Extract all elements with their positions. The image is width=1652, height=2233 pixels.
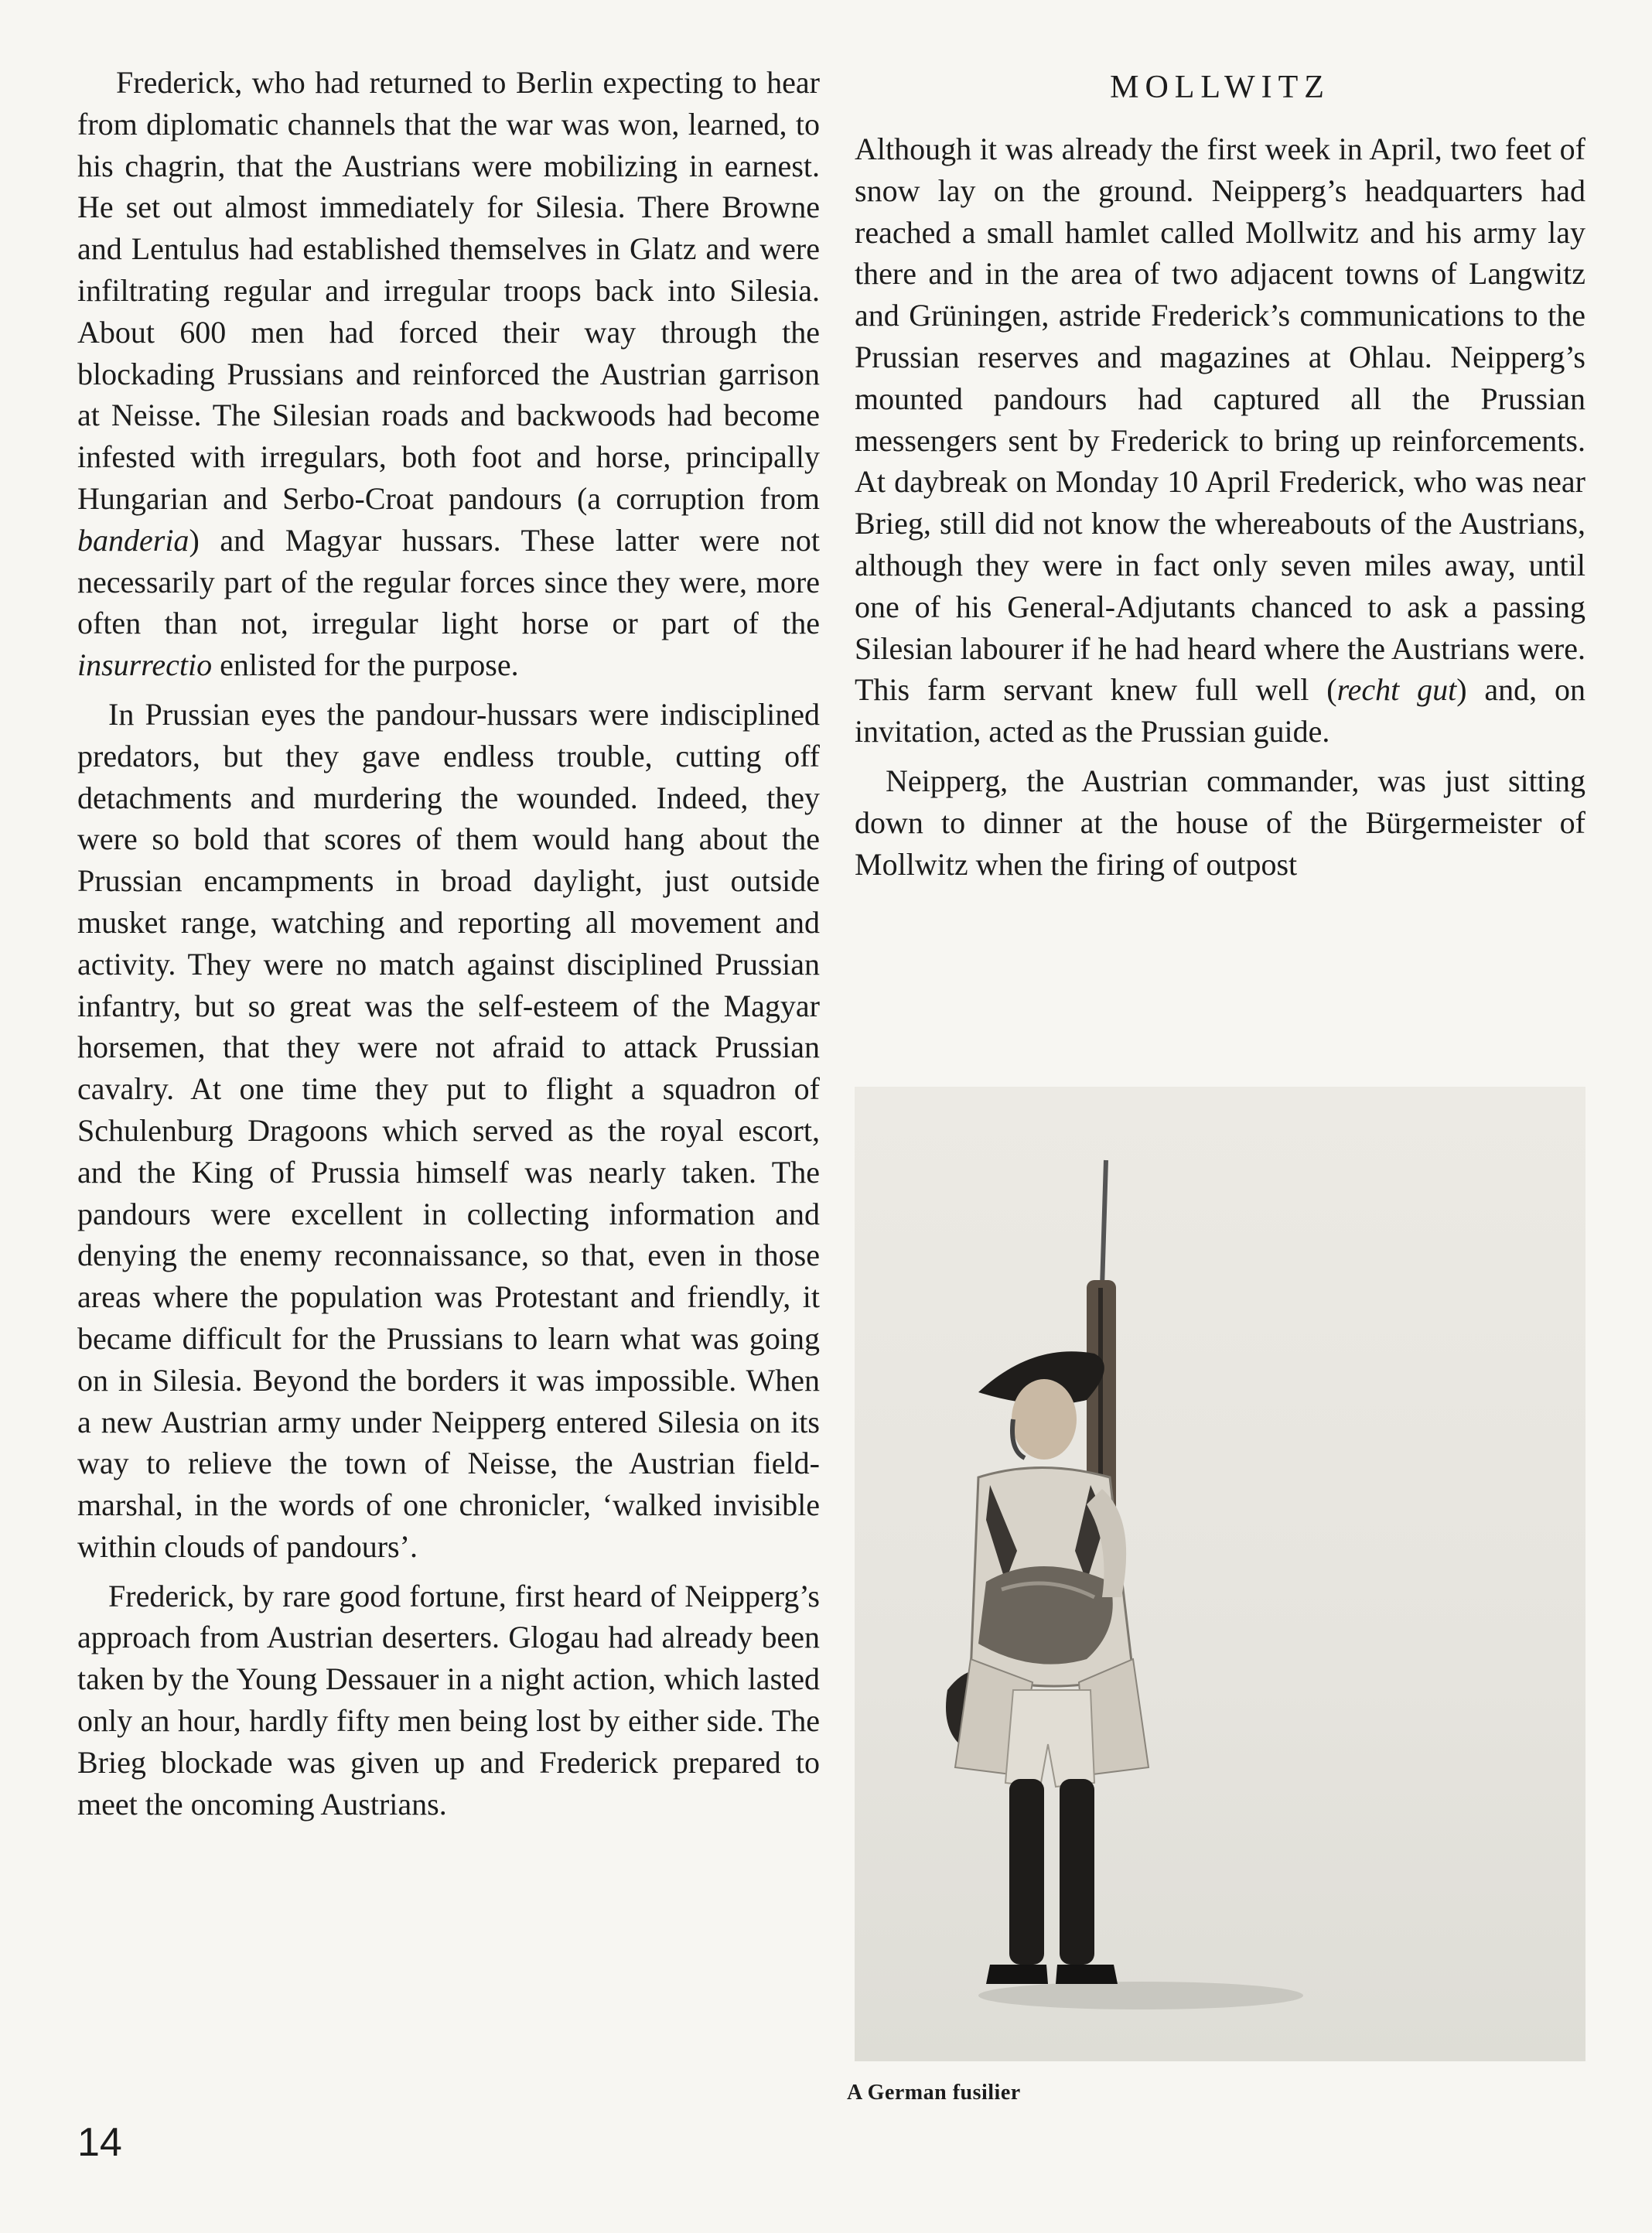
paragraph-text: In Prussian eyes the pandour-hussars were indisciplined predators, but they gave endless trouble, cutting off detachments and murdering the wounded. Indeed, they were so bold that scores of them would hang about the Prussian encampments in broad daylight, just outside musket range, watching and reporting all movement and activity. They were no match against disciplined Prussian infantry, but so great was the self-esteem of the Magyar horsemen, that they were not afraid to attack Prussian cavalry. At one time they put to flight a squadron of Schulenburg Dragoons which served as the royal escort, and the King of Prussia himself was nearly taken. The pandours were excellent in collecting information and denying the enemy reconnaissance, so that, even in those areas where the population was Protestant and friendly, it became difficult for the Prussians to learn what was going on in Silesia. Beyond the borders it was impossible. When a new Austrian army under Neipperg entered Silesia on its way to relieve the town of Neisse, the Austrian field-marshal, in the words of one chronicler, ‘walked invisible within clouds of pandours’.	[77, 696, 820, 1564]
page-number: 14	[77, 2120, 122, 2165]
figure-caption: A German fusilier	[847, 2081, 1021, 2105]
paragraph-text: Frederick, by rare good fortune, first heard of Neipperg’s approach from Austrian deserters. Glogau had already been taken by the Young Dessauer in a night action, which lasted only an hour, hardly fifty men being lost by either side. The Brieg blockade was given up and Frederick prepared to meet the oncoming Austrians.	[77, 1578, 820, 1822]
running-head: MOLLWITZ	[1110, 70, 1330, 105]
left-column-text	[77, 62, 820, 1825]
paragraph-text: Neipperg, the Austrian commander, was just sitting down to dinner at the house of the Bürgermeister of Mollwitz when the firing of outpost	[855, 763, 1585, 882]
paragraph	[77, 694, 820, 1568]
italic-term: banderia	[77, 522, 189, 558]
paragraph	[77, 1576, 820, 1825]
right-column-text	[855, 128, 1585, 885]
right-column	[855, 62, 1585, 885]
paragraph	[77, 62, 820, 686]
fusilier-illustration	[855, 1087, 1585, 2061]
paragraph-text: Frederick, who had returned to Berlin expecting to hear from diplomatic channels that the war was won, learned, to his chagrin, that the Austrians were mobilizing in earnest. He set out almost immediately for Silesia. There Browne and Lentulus had established themselves in Glatz and were infiltrating regular and irregular troops back into Silesia. About 600 men had forced their way through the blockading Prussians and reinforced the Austrian garrison at Neisse. The Silesian roads and backwoods had become infested with irregulars, both foot and horse, principally Hungarian and Serbo-Croat pandours (a corruption from	[77, 65, 820, 516]
italic-term: insurrectio	[77, 647, 213, 683]
italic-term: recht gut	[1336, 672, 1457, 708]
left-column	[77, 62, 820, 1825]
paragraph-text: ) and, on invitation, acted as the Prussian guide.	[855, 672, 1585, 749]
paragraph-text: enlisted for the purpose.	[212, 647, 519, 683]
paragraph	[855, 760, 1585, 885]
paragraph-text: Although it was already the first week in April, two feet of snow lay on the ground. Neipperg’s headquarters had reached a small hamlet called Mollwitz and his army lay there and in the area of two adjacent towns of Langwitz and Grüningen, astride Frederick’s communications to the Prussian reserves and magazines at Ohlau. Neipperg’s mounted pandours had captured all the Prussian messengers sent by Frederick to bring up reinforcements. At daybreak on Monday 10 April Frederick, who was near Brieg, still did not know the whereabouts of the Austrians, although they were in fact only seven miles away, until one of his General-Adjutants chanced to ask a passing Silesian labourer if he had heard where the Austrians were. This farm servant knew full well (	[855, 131, 1585, 708]
paragraph	[855, 128, 1585, 753]
fusilier-drawing	[855, 1087, 1585, 2061]
paragraph-text: ) and Magyar hussars. These latter were not necessarily part of the regular forces since they were, more often than not, irregular light horse or part of the	[77, 522, 820, 641]
